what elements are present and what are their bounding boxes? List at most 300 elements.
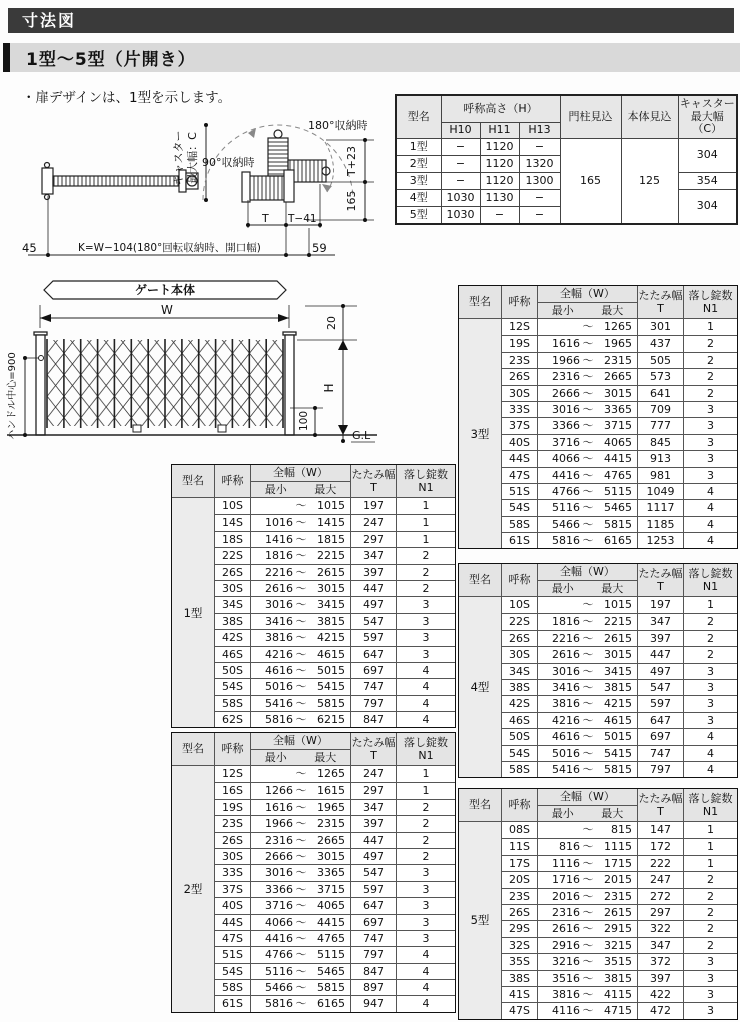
width-max: 3365: [604, 402, 632, 416]
name-cell: 10S: [501, 597, 537, 613]
size-table-header: [172, 465, 455, 498]
name-cell: 12S: [501, 319, 537, 335]
size-table-header: [459, 564, 737, 597]
width-min: [538, 597, 580, 613]
width-cell: [250, 678, 350, 694]
width-min: 3816: [265, 631, 293, 645]
col-header-locks-sub: N1: [418, 481, 434, 494]
table-row: [172, 629, 455, 645]
model-column-cell: [172, 711, 214, 727]
model-column-cell: [459, 822, 501, 838]
name-cell: 54S: [501, 745, 537, 761]
name-cell: 51S: [501, 483, 537, 499]
lock-count-cell: 1: [396, 531, 455, 547]
lock-count-cell: 3: [683, 450, 737, 466]
col-header-locks-title: 落し錠数: [688, 288, 733, 302]
model-column-cell: [172, 946, 214, 962]
model-column-cell: [172, 848, 214, 864]
table-row: [172, 995, 455, 1011]
width-min: 4766: [265, 948, 293, 962]
dim-t-label: T: [262, 212, 269, 225]
col-header-fold-title: たたみ幅: [638, 288, 683, 302]
width-max: 1015: [317, 499, 345, 512]
width-cell: [537, 450, 637, 466]
fold-width-cell: 447: [350, 832, 396, 848]
width-cell: [537, 695, 637, 711]
width-cell: [537, 467, 637, 483]
lock-count-cell: 2: [683, 352, 737, 368]
width-cell: [537, 663, 637, 679]
width-separator: 〜: [582, 648, 594, 662]
width-cell: [250, 881, 350, 897]
col-header-name: 呼称: [501, 789, 537, 821]
lock-count-cell: 4: [683, 499, 737, 515]
name-cell: 30S: [214, 848, 250, 864]
width-max: 2665: [604, 370, 632, 384]
lock-count-cell: 3: [683, 712, 737, 728]
name-cell: 11S: [501, 838, 537, 854]
width-min: 1716: [552, 873, 580, 887]
lock-count-cell: 4: [396, 946, 455, 962]
spec-model: 1型: [396, 139, 441, 156]
width-min: 4766: [552, 484, 580, 498]
model-column-cell: [172, 547, 214, 563]
table-row: [459, 613, 737, 629]
width-min: 3516: [552, 971, 580, 985]
name-cell: 16S: [214, 782, 250, 798]
table-row: [172, 596, 455, 612]
width-min: 4066: [265, 915, 293, 929]
width-max: 3415: [317, 598, 345, 612]
width-separator: 〜: [295, 866, 307, 880]
lock-count-cell: 2: [396, 832, 455, 848]
width-cell: [537, 646, 637, 662]
width-cell: [537, 335, 637, 351]
spec-caster-value: 304: [678, 190, 737, 225]
table-row: [172, 914, 455, 930]
width-separator: 〜: [295, 833, 307, 847]
table-row: [172, 766, 455, 782]
fold-width-cell: 897: [350, 979, 396, 995]
fold-width-cell: 297: [350, 531, 396, 547]
banner-label: ゲート本体: [134, 283, 196, 297]
model-column-cell: [459, 516, 501, 532]
model-column-cell: [172, 914, 214, 930]
width-separator: 〜: [582, 762, 594, 776]
gate-elevation-diagram: [5, 278, 380, 468]
table-row: [172, 864, 455, 880]
fold-width-cell: 397: [350, 564, 396, 580]
col-header-fold: [637, 286, 683, 318]
name-cell: 23S: [501, 888, 537, 904]
lock-count-cell: 3: [683, 467, 737, 483]
width-cell: [537, 970, 637, 986]
handle-label: ハンドル中心=900: [7, 352, 18, 440]
fold-width-cell: 297: [637, 904, 683, 920]
width-separator: 〜: [295, 767, 307, 780]
width-cell: [537, 434, 637, 450]
table-row: [172, 514, 455, 530]
lock-count-cell: 4: [683, 532, 737, 548]
name-cell: 23S: [214, 815, 250, 831]
width-cell: [537, 822, 637, 838]
fold-width-cell: 247: [350, 766, 396, 782]
width-separator: 〜: [582, 873, 594, 887]
fold-width-cell: 697: [350, 914, 396, 930]
table-row: [459, 532, 737, 548]
width-min: 1816: [552, 615, 580, 629]
col-header-max: 最大: [601, 806, 624, 820]
width-max: 3815: [317, 614, 345, 628]
width-separator: 〜: [295, 532, 307, 546]
table-row: [172, 662, 455, 678]
col-header-model: 型名: [182, 742, 204, 756]
caster-width-label-2: 最大幅：C: [186, 132, 199, 184]
col-header-width: [537, 789, 637, 821]
fold-width-cell: 347: [637, 613, 683, 629]
col-header-width: [250, 465, 350, 497]
col-header-fold-sub: T: [370, 749, 377, 762]
table-row: [459, 467, 737, 483]
spec-post-value: 165: [560, 139, 621, 225]
width-min: 4066: [552, 452, 580, 466]
model-label: 5型: [470, 913, 490, 928]
width-min: 5416: [552, 762, 580, 776]
col-header-model: 型名: [182, 474, 204, 488]
width-cell: [250, 629, 350, 645]
col-header-locks: [396, 465, 455, 497]
width-separator: 〜: [582, 905, 594, 919]
model-column-cell: [459, 761, 501, 777]
lock-count-cell: 2: [396, 799, 455, 815]
name-cell: 58S: [214, 695, 250, 711]
col-header-max: 最大: [314, 750, 337, 764]
width-cell: [537, 855, 637, 871]
model-column-cell: [459, 712, 501, 728]
width-max: 1815: [317, 532, 345, 546]
lock-count-cell: 1: [683, 319, 737, 335]
width-max: 6165: [604, 534, 632, 548]
name-cell: 19S: [214, 799, 250, 815]
table-row: [459, 1002, 737, 1018]
width-separator: 〜: [582, 320, 594, 333]
width-cell: [537, 838, 637, 854]
name-cell: 54S: [214, 678, 250, 694]
model-column-cell: [172, 646, 214, 662]
width-min: 2616: [552, 922, 580, 936]
lock-count-cell: 3: [396, 914, 455, 930]
width-max: 3015: [604, 648, 632, 662]
size-table-type5: [458, 788, 738, 1020]
col-header-min: 最小: [264, 482, 287, 496]
model-column-cell: [459, 937, 501, 953]
width-max: 4065: [317, 899, 345, 913]
table-row: [459, 838, 737, 854]
width-cell: [250, 914, 350, 930]
name-cell: 20S: [501, 871, 537, 887]
model-column-cell: [459, 613, 501, 629]
lock-count-cell: 3: [396, 897, 455, 913]
name-cell: 46S: [214, 646, 250, 662]
width-cell: [537, 319, 637, 335]
width-separator: 〜: [295, 696, 307, 710]
w-label: W: [161, 303, 173, 317]
width-cell: [537, 888, 637, 904]
width-separator: 〜: [295, 800, 307, 814]
name-cell: 34S: [214, 596, 250, 612]
col-header-locks: [683, 789, 737, 821]
width-min: 5016: [552, 746, 580, 760]
col-header-width-title: 全幅（W）: [251, 465, 350, 482]
size-table-body: [459, 319, 737, 548]
name-cell: 38S: [501, 679, 537, 695]
model-column-cell: [459, 352, 501, 368]
col-header-min: 最小: [264, 750, 287, 764]
model-column-cell: [172, 695, 214, 711]
table-row: [172, 564, 455, 580]
lock-count-cell: 4: [683, 761, 737, 777]
width-cell: [250, 930, 350, 946]
lock-count-cell: 2: [683, 368, 737, 384]
width-max: 5465: [317, 964, 345, 978]
name-cell: 26S: [501, 630, 537, 646]
model-column-cell: [172, 963, 214, 979]
width-separator: 〜: [582, 598, 594, 611]
col-header-model: 型名: [469, 573, 491, 587]
size-table-type3: [458, 285, 738, 549]
fold-width-cell: 797: [350, 695, 396, 711]
width-max: 4065: [604, 435, 632, 449]
name-cell: 30S: [501, 385, 537, 401]
width-max: 4765: [604, 468, 632, 482]
width-separator: 〜: [582, 534, 594, 548]
name-cell: 30S: [214, 580, 250, 596]
width-min: 5016: [265, 680, 293, 694]
width-min: 3716: [265, 899, 293, 913]
col-header-width-title: 全幅（W）: [538, 564, 637, 581]
width-max: 3815: [604, 971, 632, 985]
width-max: 2315: [317, 817, 345, 831]
fold-width-cell: 301: [637, 319, 683, 335]
fold-width-cell: 347: [637, 937, 683, 953]
col-header-fold-title: たたみ幅: [351, 735, 396, 749]
col-header-fold-sub: T: [370, 481, 377, 494]
width-min: 3416: [265, 614, 293, 628]
table-row: [459, 483, 737, 499]
width-max: 6215: [317, 713, 345, 727]
table-row: [459, 904, 737, 920]
model-column-cell: [459, 385, 501, 401]
col-header-locks-sub: N1: [702, 805, 719, 818]
fold-width-cell: 647: [637, 712, 683, 728]
col-header-locks: [683, 286, 737, 318]
width-cell: [537, 352, 637, 368]
name-cell: 32S: [501, 937, 537, 953]
spec-model: 3型: [396, 173, 441, 190]
lock-count-cell: 3: [683, 663, 737, 679]
table-row: [172, 498, 455, 514]
table-row: [459, 434, 737, 450]
name-cell: 40S: [501, 434, 537, 450]
width-min: 2916: [552, 938, 580, 952]
size-table-header: [172, 733, 455, 766]
table-row: [459, 986, 737, 1002]
table-row: [459, 871, 737, 887]
width-max: 2315: [604, 353, 632, 367]
model-column-cell: [172, 979, 214, 995]
col-header-locks-title: 落し錠数: [688, 566, 733, 580]
name-cell: 47S: [214, 930, 250, 946]
spec-cell: 1120: [480, 156, 519, 173]
lock-count-cell: 1: [683, 822, 737, 838]
width-max: 2215: [604, 615, 632, 629]
dim45-label: 45: [22, 241, 37, 255]
spec-cell: −: [519, 207, 560, 225]
section-header: [3, 43, 740, 72]
fold-width-cell: 747: [637, 745, 683, 761]
folded-gate-plan: [242, 130, 330, 202]
width-separator: 〜: [582, 337, 594, 351]
spec-caster-value: 304: [678, 139, 737, 173]
lock-count-cell: 3: [396, 629, 455, 645]
fold-width-cell: 197: [350, 498, 396, 514]
table-row: [172, 963, 455, 979]
width-min: 2616: [265, 581, 293, 595]
width-separator: 〜: [582, 840, 594, 854]
width-separator: 〜: [582, 468, 594, 482]
width-separator: 〜: [295, 817, 307, 831]
width-min: 1616: [552, 337, 580, 351]
width-min: 4416: [265, 931, 293, 945]
width-max: 1715: [604, 856, 632, 870]
width-min: 3816: [552, 697, 580, 711]
spec-col-h13: H13: [519, 123, 560, 139]
width-min: 4416: [552, 468, 580, 482]
width-separator: 〜: [582, 386, 594, 400]
width-separator: 〜: [295, 849, 307, 863]
model-column-cell: [172, 930, 214, 946]
width-max: 2915: [604, 922, 632, 936]
model-column-cell: [459, 434, 501, 450]
width-max: 5465: [604, 501, 632, 515]
table-row: [172, 782, 455, 798]
width-min: 4216: [265, 647, 293, 661]
name-cell: 42S: [214, 629, 250, 645]
table-row: [459, 417, 737, 433]
width-max: 1965: [317, 800, 345, 814]
dim20-label: 20: [325, 316, 338, 330]
height-spec-table: [395, 94, 738, 225]
model-column-cell: [459, 920, 501, 936]
width-separator: 〜: [295, 931, 307, 945]
model-column-cell: [459, 499, 501, 515]
width-cell: [250, 946, 350, 962]
fold-width-cell: 797: [350, 946, 396, 962]
lock-count-cell: 2: [683, 613, 737, 629]
table-row: [172, 799, 455, 815]
table-row: [459, 937, 737, 953]
width-cell: [250, 596, 350, 612]
name-cell: 22S: [501, 613, 537, 629]
col-header-fold: [637, 789, 683, 821]
width-separator: 〜: [582, 1004, 594, 1018]
col-header-model: 型名: [469, 295, 491, 309]
width-cell: [250, 897, 350, 913]
name-cell: 54S: [214, 963, 250, 979]
fold-width-cell: 497: [350, 848, 396, 864]
spec-col-post: 門柱見込: [560, 95, 621, 139]
lock-count-cell: 3: [683, 953, 737, 969]
width-cell: [537, 712, 637, 728]
col-header-min: 最小: [551, 303, 574, 317]
width-cell: [250, 531, 350, 547]
width-separator: 〜: [582, 484, 594, 498]
width-max: 5115: [317, 948, 345, 962]
width-min: 4616: [552, 730, 580, 744]
width-separator: 〜: [295, 713, 307, 727]
model-column-cell: [172, 897, 214, 913]
dim165-label: 165: [345, 190, 358, 212]
width-separator: 〜: [295, 614, 307, 628]
model-label: 4型: [470, 680, 490, 695]
t-plus23-label: T+23: [345, 146, 358, 176]
name-cell: 10S: [214, 498, 250, 514]
table-row: [172, 815, 455, 831]
spec-cell: 1120: [480, 173, 519, 190]
table-row: [172, 531, 455, 547]
table-row: [459, 761, 737, 777]
lock-count-cell: 1: [396, 498, 455, 514]
width-cell: [250, 963, 350, 979]
col-header-fold-sub: T: [657, 805, 664, 818]
name-cell: 44S: [501, 450, 537, 466]
fold-width-cell: 447: [350, 580, 396, 596]
name-cell: 26S: [501, 904, 537, 920]
k-formula-label: K=W−104(180°回転収納時、開口幅): [78, 242, 261, 254]
name-cell: 22S: [214, 547, 250, 563]
width-separator: 〜: [295, 915, 307, 929]
name-cell: 46S: [501, 712, 537, 728]
width-separator: 〜: [295, 948, 307, 962]
width-max: 3015: [604, 386, 632, 400]
width-separator: 〜: [582, 615, 594, 629]
col-header-max: 最大: [314, 482, 337, 496]
fold-width-cell: 747: [350, 678, 396, 694]
fold-width-cell: 847: [350, 963, 396, 979]
col-header-fold-title: たたみ幅: [638, 566, 683, 580]
fold-width-cell: 597: [350, 881, 396, 897]
lock-count-cell: 1: [396, 766, 455, 782]
width-cell: [250, 995, 350, 1011]
name-cell: 37S: [214, 881, 250, 897]
width-max: 1415: [317, 516, 345, 530]
width-separator: 〜: [295, 549, 307, 563]
model-column-cell: [459, 953, 501, 969]
col-header-width-sub: [251, 750, 350, 766]
model-column-cell: [172, 832, 214, 848]
col-header-model: 型名: [469, 798, 491, 812]
width-cell: [537, 532, 637, 548]
col-header-fold: [350, 465, 396, 497]
fold-width-cell: 709: [637, 401, 683, 417]
width-max: 5815: [317, 696, 345, 710]
lock-count-cell: 3: [396, 613, 455, 629]
name-cell: 38S: [214, 613, 250, 629]
width-separator: 〜: [295, 647, 307, 661]
table-row: [459, 335, 737, 351]
lock-count-cell: 4: [396, 711, 455, 727]
width-max: 1115: [604, 840, 632, 854]
